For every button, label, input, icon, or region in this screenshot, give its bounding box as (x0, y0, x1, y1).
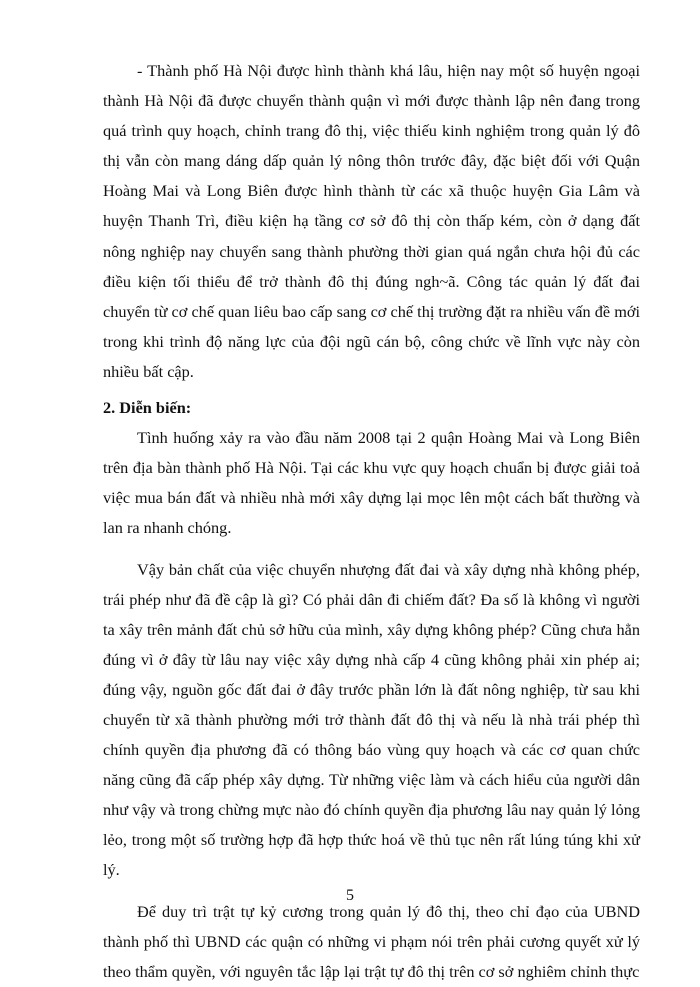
document-page (103, 56, 640, 987)
section-heading: 2. Diễn biến: (103, 398, 192, 418)
paragraph-nature: Vậy bản chất của việc chuyển nhượng đất đai và xây dựng nhà không phép, trái phép như đã đề cập là gì? Có phải dân đi chiếm đất? Đa số là không vì người ta xây trên mảnh đất chủ sở hữu của mình, xây dựng không phép? Cũng chưa hẳn đúng vì ở đây từ lâu nay việc xây dựng nhà cấp 4 cũng không phải xin phép ai; đúng vậy, nguồn gốc đất đai ở đây trước phần lớn là đất nông nghiệp, từ sau khi chuyển từ xã thành phường mới trở thành đất đô thị và nếu là nhà trái phép thì chính quyền địa phương đã có thông báo vùng quy hoạch và các cơ quan chức năng cũng đã cấp phép xây dựng. Từ những việc làm và cách hiểu của người dân như vậy và trong chừng mực nào đó chính quyền địa phương lâu nay quản lý lỏng lẻo, trong một số trường hợp đã hợp thức hoá về thủ tục nên rất lúng túng khi xử lý. (103, 559, 640, 880)
paragraph-situation: Tình huống xảy ra vào đầu năm 2008 tại 2 quận Hoàng Mai và Long Biên trên địa bàn thành phố Hà Nội. Tại các khu vực quy hoạch chuẩn bị được giải toả việc mua bán đất và nhiều nhà mới xây dựng lại mọc lên một cách bất thường và lan ra nhanh chóng. (103, 428, 640, 538)
page-number: 5 (346, 887, 354, 904)
paragraph-context: - Thành phố Hà Nội được hình thành khá lâu, hiện nay một số huyện ngoại thành Hà Nội đã được chuyển thành quận vì mới được thành lập nên đang trong quá trình quy hoạch, chỉnh trang đô thị, việc thiếu kinh nghiệm trong quản lý đô thị vẫn còn mang dáng dấp quản lý nông thôn trước đây, đặc biệt đối với Quận Hoàng Mai và Long Biên được hình thành từ các xã thuộc huyện Gia Lâm và huyện Thanh Trì, điều kiện hạ tầng cơ sở đô thị còn thấp kém, còn ở dạng đất nông nghiệp nay chuyển sang thành phường thời gian quá ngắn chưa hội đủ các điều kiện tối thiểu để trở thành đô thị đúng ngh~ã. Công tác quản lý đất đai chuyển từ cơ chế quan liêu bao cấp sang cơ chế thị trường đặt ra nhiều vấn đề mới trong khi trình độ năng lực của đội ngũ cán bộ, công chức về lĩnh vực này còn nhiều bất cập. (103, 61, 640, 381)
paragraph-order: Để duy trì trật tự kỷ cương trong quản lý đô thị, theo chỉ đạo của UBND thành phố thì UBND các quận có những vi phạm nói trên phải cương quyết xử lý theo thẩm quyền, với nguyên tắc lập lại trật tự đô thị trên cơ sở nghiêm chỉnh thực (103, 901, 640, 981)
